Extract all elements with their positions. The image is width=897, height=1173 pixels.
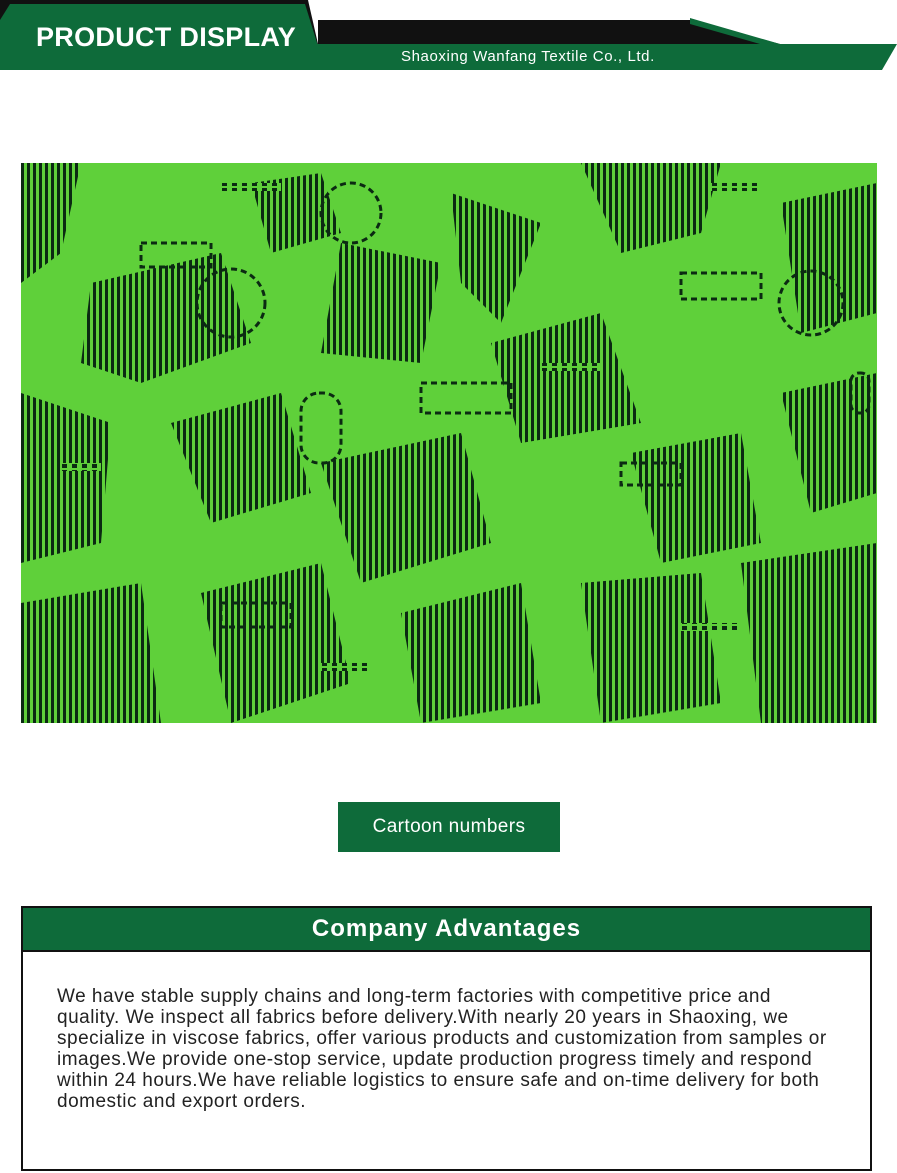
- section-heading: Company Advantages: [23, 908, 870, 952]
- product-caption: Cartoon numbers: [338, 802, 560, 852]
- company-advantages-section: [21, 906, 872, 1171]
- company-name: Shaoxing Wanfang Textile Co., Ltd.: [401, 48, 655, 65]
- header-banner: [0, 0, 897, 75]
- advantages-text: We have stable supply chains and long-term factories with competitive price and quality. We inspect all fabrics before delivery.With nearly 20 years in Shaoxing, we specialize in viscose fabrics, offer various products and customization from samples or images.We provide one-stop service, update production progress timely and respond within 24 hours.We have reliable logistics to ensure safe and on-time delivery for both domestic and export orders.: [57, 986, 827, 1112]
- product-image: [21, 163, 877, 723]
- page-title: PRODUCT DISPLAY: [36, 22, 297, 52]
- fabric-pattern: [21, 163, 877, 723]
